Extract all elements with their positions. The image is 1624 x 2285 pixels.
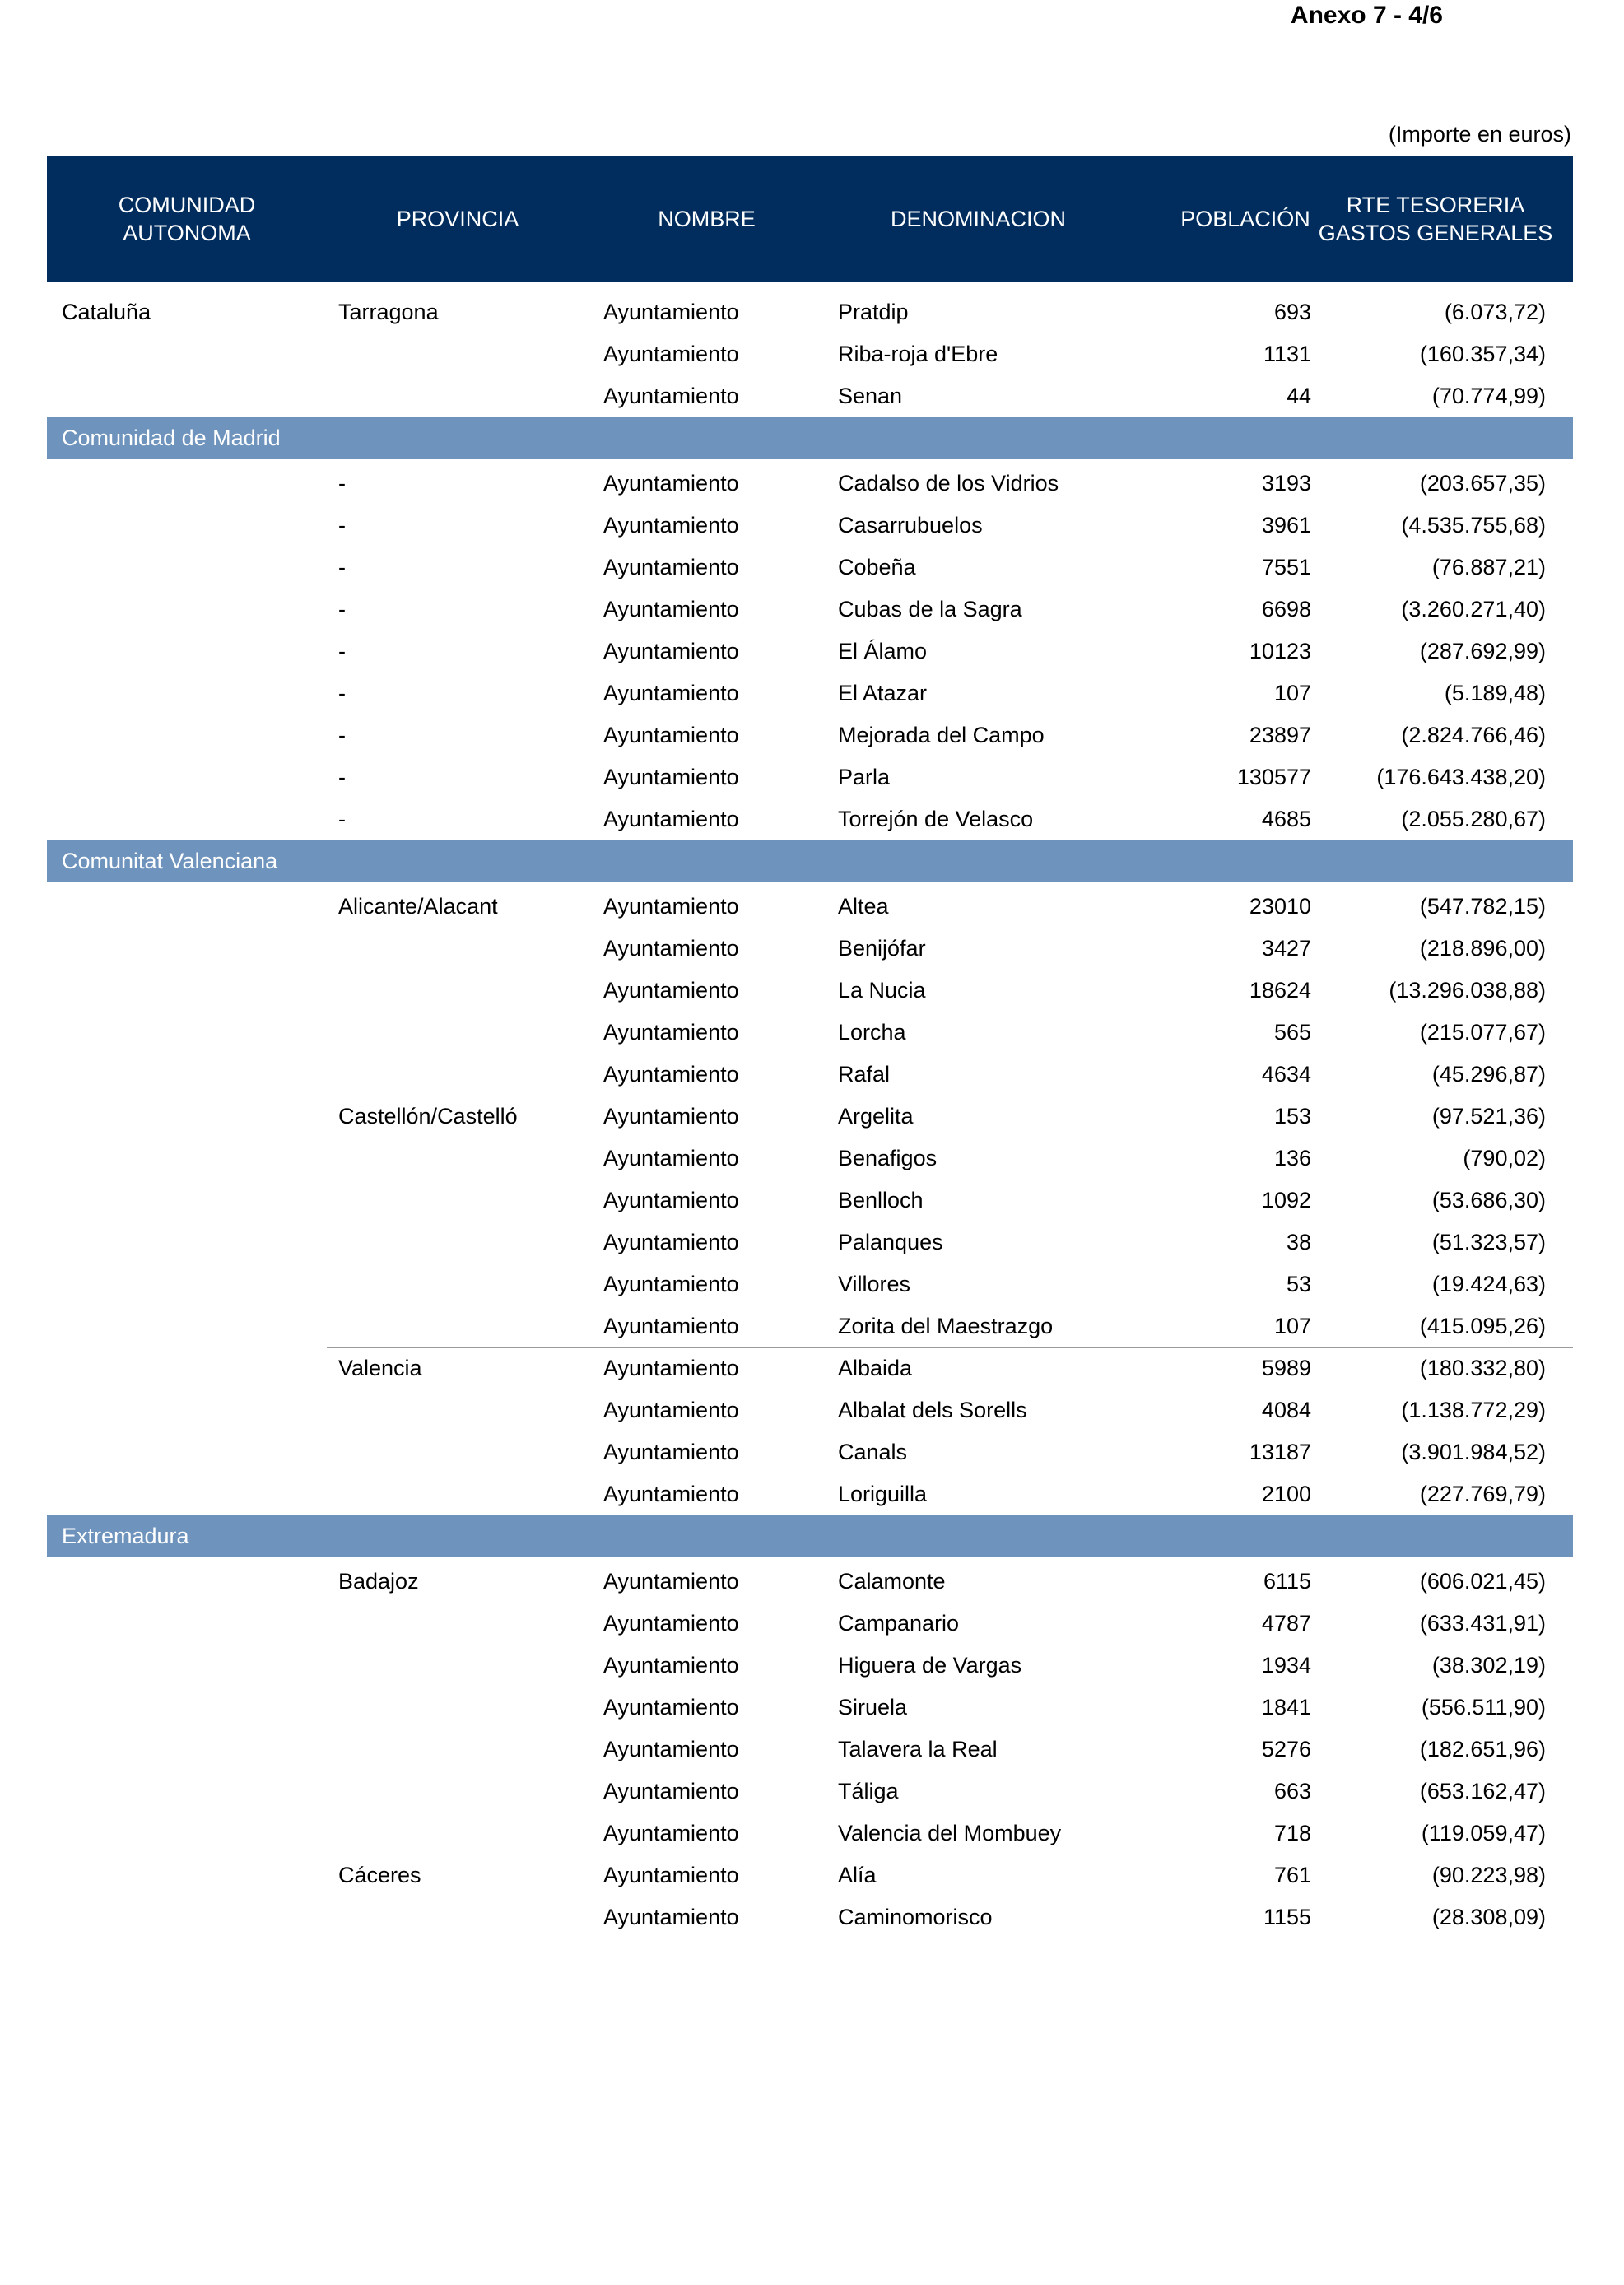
cell-poblacion: 693 <box>1273 300 1311 324</box>
cell-nombre: Ayuntamiento <box>603 342 739 366</box>
cell-nombre: Ayuntamiento <box>603 1737 739 1761</box>
cell-poblacion: 10123 <box>1249 639 1311 663</box>
cell-nombre: Ayuntamiento <box>603 471 739 496</box>
cell-rte: (119.059,47) <box>1421 1821 1546 1845</box>
group-badajoz <box>47 1557 1573 1855</box>
table-row <box>47 547 1573 589</box>
region-row-madrid: Comunidad de Madrid <box>47 417 1573 459</box>
table-row <box>47 1896 1573 1938</box>
cell-rte: (6.073,72) <box>1444 300 1546 324</box>
cell-provincia: - <box>338 807 346 831</box>
table-row <box>47 375 1573 417</box>
table-row <box>47 1813 1573 1855</box>
cell-denominacion: Benijófar <box>838 936 926 961</box>
table-row <box>47 589 1573 631</box>
cell-rte: (790,02) <box>1463 1146 1546 1170</box>
cell-rte: (556.511,90) <box>1421 1695 1546 1720</box>
cell-denominacion: Cadalso de los Vidrios <box>838 471 1059 496</box>
cell-denominacion: Palanques <box>838 1230 943 1254</box>
table-row <box>47 1473 1573 1515</box>
cell-nombre: Ayuntamiento <box>603 1020 739 1045</box>
cell-rte: (51.323,57) <box>1431 1230 1546 1254</box>
cell-poblacion: 1131 <box>1263 342 1311 366</box>
cell-poblacion: 130577 <box>1236 765 1311 789</box>
cell-nombre: Ayuntamiento <box>603 1230 739 1254</box>
cell-denominacion: Canals <box>838 1440 908 1464</box>
cell-rte: (287.692,99) <box>1419 639 1546 663</box>
header-rte: RTE TESORERIA GASTOS GENERALES <box>1318 193 1553 245</box>
table-row <box>47 1347 1573 1389</box>
cell-denominacion: Altea <box>838 894 889 919</box>
cell-denominacion: Rafal <box>838 1062 891 1087</box>
cell-nombre: Ayuntamiento <box>603 978 739 1003</box>
cell-poblacion: 663 <box>1273 1779 1311 1803</box>
cell-nombre: Ayuntamiento <box>603 597 739 621</box>
cell-denominacion: Pratdip <box>838 300 909 324</box>
table-row <box>47 1603 1573 1645</box>
cell-poblacion: 6115 <box>1263 1569 1311 1594</box>
cell-rte: (215.077,67) <box>1419 1020 1546 1045</box>
header-nombre: NOMBRE <box>658 207 756 231</box>
cell-rte: (606.021,45) <box>1419 1569 1546 1594</box>
cell-rte: (218.896,00) <box>1419 936 1546 961</box>
cell-denominacion: Benafigos <box>838 1146 938 1170</box>
cell-nombre: Ayuntamiento <box>603 1821 739 1845</box>
cell-denominacion: Campanario <box>838 1611 960 1636</box>
cell-nombre: Ayuntamiento <box>603 1569 739 1594</box>
table-row <box>47 1263 1573 1305</box>
table-row <box>47 714 1573 756</box>
cell-rte: (653.162,47) <box>1419 1779 1546 1803</box>
cell-denominacion: Casarrubuelos <box>838 513 983 538</box>
cell-provincia: Badajoz <box>338 1569 419 1594</box>
group-valencia <box>47 1347 1573 1515</box>
cell-rte: (45.296,87) <box>1431 1062 1546 1087</box>
cell-nombre: Ayuntamiento <box>603 1398 739 1422</box>
cell-nombre: Ayuntamiento <box>603 1695 739 1720</box>
table-row <box>47 505 1573 547</box>
cell-poblacion: 107 <box>1273 681 1311 705</box>
cell-denominacion: Lorcha <box>838 1020 906 1045</box>
cell-denominacion: Caminomorisco <box>838 1905 993 1929</box>
cell-rte: (2.055.280,67) <box>1401 807 1546 831</box>
table-row <box>47 1687 1573 1729</box>
table-row <box>47 1180 1573 1222</box>
table-row <box>47 1729 1573 1771</box>
cell-denominacion: Talavera la Real <box>838 1737 998 1761</box>
cell-nombre: Ayuntamiento <box>603 555 739 579</box>
cell-rte: (38.302,19) <box>1431 1653 1546 1678</box>
table-row <box>47 1771 1573 1813</box>
header-provincia: PROVINCIA <box>396 207 519 231</box>
cell-provincia: - <box>338 555 346 579</box>
cell-nombre: Ayuntamiento <box>603 1611 739 1636</box>
unit-note: (Importe en euros) <box>1388 122 1571 147</box>
table-row <box>47 1645 1573 1687</box>
cell-rte: (3.260.271,40) <box>1401 597 1546 621</box>
cell-poblacion: 1841 <box>1261 1695 1311 1720</box>
cell-poblacion: 5989 <box>1261 1356 1311 1380</box>
region-row-extremadura: Extremadura <box>47 1515 1573 1557</box>
cell-provincia: Cáceres <box>338 1863 421 1887</box>
cell-nombre: Ayuntamiento <box>603 1062 739 1087</box>
cell-poblacion: 1155 <box>1263 1905 1311 1929</box>
table-row <box>47 1389 1573 1431</box>
cell-nombre: Ayuntamiento <box>603 1356 739 1380</box>
cell-rte: (2.824.766,46) <box>1401 723 1546 747</box>
cell-provincia: - <box>338 765 346 789</box>
cell-rte: (97.521,36) <box>1431 1104 1546 1129</box>
cell-provincia: - <box>338 513 346 538</box>
cell-poblacion: 23897 <box>1249 723 1311 747</box>
cell-provincia: - <box>338 639 346 663</box>
cell-nombre: Ayuntamiento <box>603 1440 739 1464</box>
cell-poblacion: 23010 <box>1249 894 1311 919</box>
group-alicante <box>47 882 1573 1096</box>
cell-poblacion: 6698 <box>1261 597 1311 621</box>
cell-poblacion: 4685 <box>1261 807 1311 831</box>
table-row <box>47 1012 1573 1054</box>
cell-poblacion: 5276 <box>1261 1737 1311 1761</box>
header-poblacion: POBLACIÓN <box>1180 207 1310 231</box>
cell-denominacion: Cubas de la Sagra <box>838 597 1022 621</box>
cell-nombre: Ayuntamiento <box>603 1863 739 1887</box>
group-caceres <box>47 1855 1573 1938</box>
cell-nombre: Ayuntamiento <box>603 894 739 919</box>
cell-poblacion: 3961 <box>1261 513 1311 538</box>
cell-denominacion: Riba-roja d'Ebre <box>838 342 998 366</box>
cell-denominacion: Benlloch <box>838 1188 924 1212</box>
cell-nombre: Ayuntamiento <box>603 723 739 747</box>
cell-poblacion: 4084 <box>1261 1398 1311 1422</box>
table-row <box>47 1096 1573 1138</box>
cell-poblacion: 761 <box>1273 1863 1311 1887</box>
table-row <box>47 291 1573 333</box>
cell-poblacion: 2100 <box>1261 1482 1311 1506</box>
cell-poblacion: 4787 <box>1261 1611 1311 1636</box>
cell-rte: (28.308,09) <box>1431 1905 1546 1929</box>
cell-denominacion: Parla <box>838 765 891 789</box>
cell-nombre: Ayuntamiento <box>603 765 739 789</box>
table-row <box>47 1054 1573 1096</box>
cell-nombre: Ayuntamiento <box>603 300 739 324</box>
cell-rte: (13.296.038,88) <box>1389 978 1546 1003</box>
cell-rte: (53.686,30) <box>1431 1188 1546 1212</box>
cell-rte: (90.223,98) <box>1431 1863 1546 1887</box>
cell-nombre: Ayuntamiento <box>603 384 739 408</box>
cell-denominacion: La Nucia <box>838 978 926 1003</box>
data-table <box>47 156 1573 1938</box>
cell-denominacion: El Atazar <box>838 681 928 705</box>
cell-denominacion: Calamonte <box>838 1569 946 1594</box>
cell-rte: (1.138.772,29) <box>1401 1398 1546 1422</box>
cell-nombre: Ayuntamiento <box>603 1779 739 1803</box>
cell-nombre: Ayuntamiento <box>603 807 739 831</box>
group-castellon <box>47 1096 1573 1347</box>
cell-provincia: Castellón/Castelló <box>338 1104 518 1129</box>
cell-nombre: Ayuntamiento <box>603 1146 739 1170</box>
cell-denominacion: Táliga <box>838 1779 899 1803</box>
table-row <box>47 798 1573 840</box>
cell-rte: (76.887,21) <box>1431 555 1546 579</box>
group-tarragona <box>47 282 1573 417</box>
cell-nombre: Ayuntamiento <box>603 681 739 705</box>
cell-nombre: Ayuntamiento <box>603 1104 739 1129</box>
cell-nombre: Ayuntamiento <box>603 936 739 961</box>
header-comunidad: COMUNIDAD AUTONOMA <box>118 193 256 245</box>
table-header <box>47 156 1573 282</box>
table-row <box>47 333 1573 375</box>
cell-denominacion: Villores <box>838 1272 911 1296</box>
table-row <box>47 886 1573 928</box>
cell-denominacion: Siruela <box>838 1695 908 1720</box>
table-row <box>47 1855 1573 1896</box>
cell-poblacion: 565 <box>1273 1020 1311 1045</box>
table-row <box>47 672 1573 714</box>
region-row-valenciana: Comunitat Valenciana <box>47 840 1573 882</box>
cell-poblacion: 44 <box>1286 384 1311 408</box>
cell-poblacion: 13187 <box>1249 1440 1311 1464</box>
cell-poblacion: 3193 <box>1261 471 1311 496</box>
cell-denominacion: Valencia del Mombuey <box>838 1821 1062 1845</box>
cell-rte: (182.651,96) <box>1419 1737 1546 1761</box>
cell-nombre: Ayuntamiento <box>603 1272 739 1296</box>
cell-rte: (3.901.984,52) <box>1401 1440 1546 1464</box>
table-row <box>47 1222 1573 1263</box>
table-row <box>47 463 1573 505</box>
cell-denominacion: Loriguilla <box>838 1482 928 1506</box>
cell-poblacion: 4634 <box>1261 1062 1311 1087</box>
header-denominacion: DENOMINACION <box>890 207 1066 231</box>
cell-denominacion: Torrejón de Velasco <box>838 807 1034 831</box>
cell-rte: (176.643.438,20) <box>1376 765 1546 789</box>
table-row <box>47 1561 1573 1603</box>
cell-denominacion: Argelita <box>838 1104 914 1129</box>
cell-provincia: - <box>338 471 346 496</box>
table-row <box>47 631 1573 672</box>
cell-denominacion: El Álamo <box>838 639 928 663</box>
cell-comunidad: Cataluña <box>62 300 151 324</box>
cell-poblacion: 38 <box>1286 1230 1311 1254</box>
cell-denominacion: Senan <box>838 384 903 408</box>
cell-rte: (70.774,99) <box>1431 384 1546 408</box>
cell-poblacion: 18624 <box>1249 978 1311 1003</box>
cell-rte: (547.782,15) <box>1419 894 1546 919</box>
cell-provincia: Alicante/Alacant <box>338 894 498 919</box>
cell-poblacion: 1934 <box>1261 1653 1311 1678</box>
table-row <box>47 928 1573 970</box>
group-madrid <box>47 459 1573 840</box>
cell-poblacion: 718 <box>1273 1821 1311 1845</box>
annex-label: Anexo 7 - 4/6 <box>1290 2 1443 29</box>
cell-rte: (203.657,35) <box>1419 471 1546 496</box>
cell-nombre: Ayuntamiento <box>603 639 739 663</box>
cell-poblacion: 136 <box>1273 1146 1311 1170</box>
cell-rte: (160.357,34) <box>1419 342 1546 366</box>
cell-nombre: Ayuntamiento <box>603 1482 739 1506</box>
cell-provincia: Valencia <box>338 1356 422 1380</box>
table-row <box>47 1305 1573 1347</box>
cell-denominacion: Higuera de Vargas <box>838 1653 1022 1678</box>
cell-rte: (5.189,48) <box>1444 681 1546 705</box>
cell-denominacion: Mejorada del Campo <box>838 723 1045 747</box>
cell-rte: (4.535.755,68) <box>1401 513 1546 538</box>
cell-rte: (227.769,79) <box>1419 1482 1546 1506</box>
cell-nombre: Ayuntamiento <box>603 513 739 538</box>
cell-nombre: Ayuntamiento <box>603 1653 739 1678</box>
cell-denominacion: Cobeña <box>838 555 916 579</box>
cell-poblacion: 53 <box>1286 1272 1311 1296</box>
cell-poblacion: 3427 <box>1261 936 1311 961</box>
cell-denominacion: Albaida <box>838 1356 913 1380</box>
cell-poblacion: 1092 <box>1261 1188 1311 1212</box>
cell-nombre: Ayuntamiento <box>603 1314 739 1338</box>
cell-provincia: Tarragona <box>338 300 439 324</box>
cell-denominacion: Alía <box>838 1863 877 1887</box>
cell-poblacion: 7551 <box>1261 555 1311 579</box>
cell-rte: (633.431,91) <box>1419 1611 1546 1636</box>
cell-poblacion: 107 <box>1273 1314 1311 1338</box>
cell-nombre: Ayuntamiento <box>603 1905 739 1929</box>
table-row <box>47 970 1573 1012</box>
table-row <box>47 756 1573 798</box>
cell-denominacion: Albalat dels Sorells <box>838 1398 1027 1422</box>
cell-rte: (19.424,63) <box>1431 1272 1546 1296</box>
cell-denominacion: Zorita del Maestrazgo <box>838 1314 1054 1338</box>
table-row <box>47 1138 1573 1180</box>
table-row <box>47 1431 1573 1473</box>
cell-nombre: Ayuntamiento <box>603 1188 739 1212</box>
cell-rte: (180.332,80) <box>1419 1356 1546 1380</box>
cell-rte: (415.095,26) <box>1419 1314 1546 1338</box>
cell-provincia: - <box>338 723 346 747</box>
cell-provincia: - <box>338 681 346 705</box>
cell-poblacion: 153 <box>1273 1104 1311 1129</box>
cell-provincia: - <box>338 597 346 621</box>
